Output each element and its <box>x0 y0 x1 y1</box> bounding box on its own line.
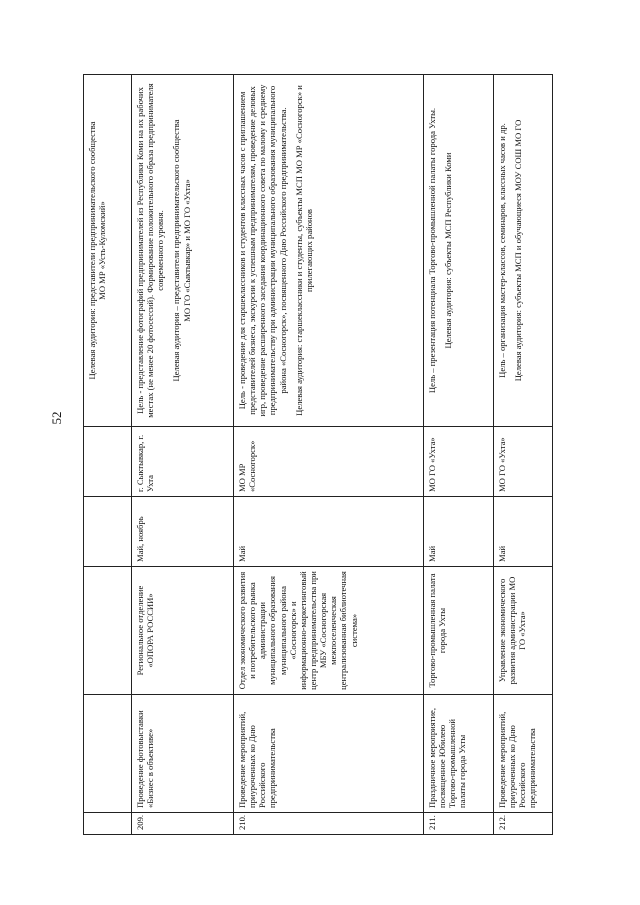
place-cell <box>84 427 132 497</box>
rotated-table-container <box>83 75 553 835</box>
event-cell: Проведение мероприятий, приуроченных ко Дню Российского предпринимательства <box>234 695 424 813</box>
row-number: 211. <box>424 813 494 835</box>
page-number: 52 <box>49 411 64 425</box>
date-cell: Май, ноябрь <box>132 497 234 567</box>
event-cell: Праздничное мероприятие, посвященное Юбилею Торгово-промышленной палаты города Ухты <box>424 695 494 813</box>
row-number <box>84 813 132 835</box>
goal-text: Целевая аудитория: субъекты МСП Республики Коми <box>443 152 454 349</box>
event-cell: Проведение фотовыставки «Бизнес в объективе» <box>132 695 234 813</box>
event-cell <box>84 695 132 813</box>
goal-text: Цель – презентация потенциала Торгово-промышленной палаты города Ухты. <box>427 107 437 394</box>
goal-cell <box>84 75 132 427</box>
row-number: 210. <box>234 813 424 835</box>
organizer-cell <box>84 567 132 695</box>
goal-text: Цель - представление фотографий предпринимателей из Республики Коми на их рабочих местах (не менее 20 фотосессий). Формирование положительного образа предпринимателя современного уровня. <box>135 83 166 418</box>
date-cell: Май <box>424 497 494 567</box>
goal-text: Целевая аудитория: субъекты МСП и обучающиеся МОУ СОШ МО ГО <box>513 119 524 382</box>
goal-text: Целевая аудитория: представители предпринимательского сообщества <box>87 121 97 380</box>
goal-cell <box>234 75 424 427</box>
goal-text: Целевая аудитория: старшеклассники и студенты, субъекты МСП МО МР «Сосногорск» и прилегающих районов <box>293 85 314 416</box>
table-row <box>132 75 234 835</box>
goal-text: Цель - проведение для старшеклассников и студентов классных часов с приглашением представителей бизнеса, экскурсии к успешным предпринимателям, проведение деловых игр, проведение расширенного заседания координационного совета по малому и среднему предпринимательству при администрации муниципального образования муниципального района «Сосногорск», посвященного Дню Российского предпринимательства. <box>237 84 288 417</box>
organizer-cell: Отдел экономического развития и потребительского рынка администрации муниципального образования муниципального района «Сосногорск» и информационно-маркетинговый центр предпринимательства при МБУ «Сосногорская межпоселенческая централизованная библиотечная система» <box>234 567 424 695</box>
place-cell: г. Сыктывкар, г. Ухта <box>132 427 234 497</box>
organizer-cell: Региональное отделение «ОПОРА РОССИИ» <box>132 567 234 695</box>
table-row <box>424 75 494 835</box>
goal-cell <box>494 75 553 427</box>
row-number: 209. <box>132 813 234 835</box>
table-row <box>234 75 424 835</box>
date-cell <box>84 497 132 567</box>
goal-text: Целевая аудитория – представители предпринимательского сообщества <box>171 119 182 382</box>
organizer-cell: Торгово-промышленная палата города Ухты <box>424 567 494 695</box>
table-row <box>494 75 553 835</box>
goal-text: МО МР «Усть-Куломский» <box>97 201 108 300</box>
goal-cell <box>424 75 494 427</box>
place-cell: МО МР «Сосногорск» <box>234 427 424 497</box>
goal-text: Цель – организация мастер-классов, семинаров, классных часов и др. <box>497 123 507 378</box>
table-row <box>84 75 132 835</box>
events-table <box>83 74 553 835</box>
date-cell: Май <box>494 497 553 567</box>
goal-text: МО ГО «Сыктывкар» и МО ГО «Ухта» <box>181 179 192 322</box>
row-number: 212. <box>494 813 553 835</box>
organizer-cell: Управление экономического развития администрации МО ГО «Ухта» <box>494 567 553 695</box>
event-cell: Проведение мероприятий, приуроченных ко Дню Российского предпринимательства <box>494 695 553 813</box>
place-cell: МО ГО «Ухта» <box>424 427 494 497</box>
place-cell: МО ГО «Ухта» <box>494 427 553 497</box>
date-cell: Май <box>234 497 424 567</box>
goal-cell <box>132 75 234 427</box>
